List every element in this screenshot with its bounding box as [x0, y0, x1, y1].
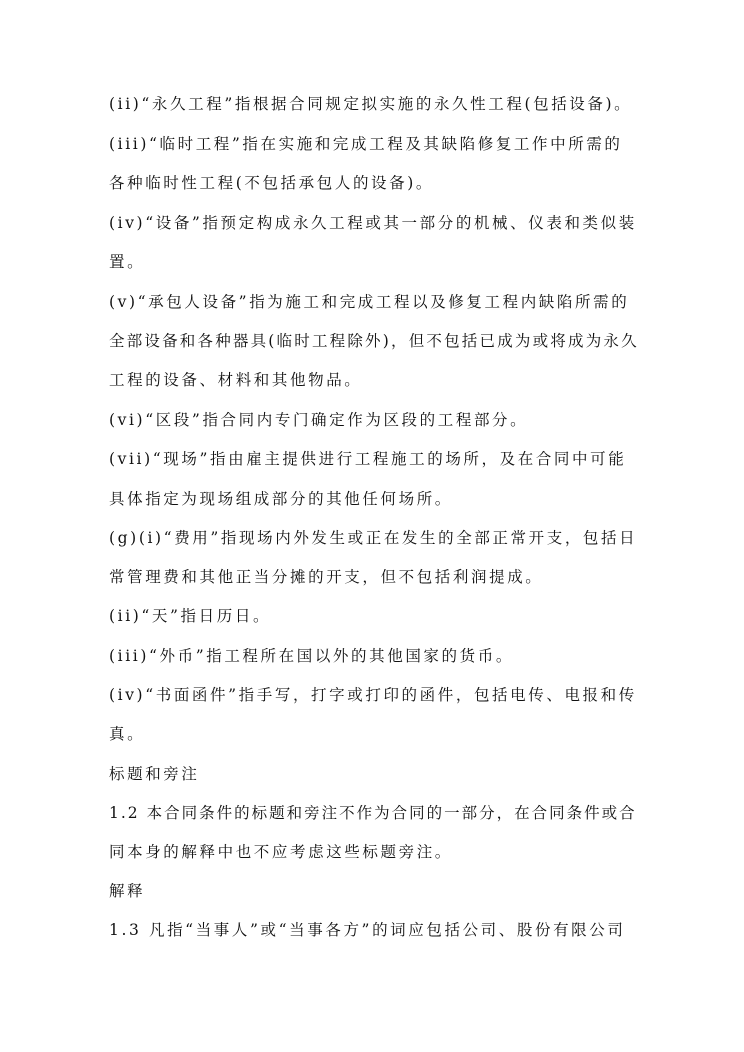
text-line-1-3: 1.3 凡指“当事人”或“当事各方”的词应包括公司、股份有限公司 [109, 921, 626, 939]
text-line-v-contractors-equipment-cont1: 全部设备和各种器具(临时工程除外)，但不包括已成为或将成为永久 [109, 332, 639, 350]
text-line-iii-temporary-works: (iii)“临时工程”指在实施和完成工程及其缺陷修复工作中所需的 [109, 135, 623, 153]
text-line-iii-temporary-works-cont: 各种临时性工程(不包括承包人的设备)。 [109, 174, 434, 192]
text-line-1-2: 1.2 本合同条件的标题和旁注不作为合同的一部分，在合同条件或合 [109, 804, 637, 822]
text-line-iv-plant: (iv)“设备”指预定构成永久工程或其一部分的机械、仪表和类似装 [109, 214, 637, 232]
text-line-ii-day: (ii)“天”指日历日。 [109, 607, 272, 625]
text-line-v-contractors-equipment: (v)“承包人设备”指为施工和完成工程以及修复工程内缺陷所需的 [109, 293, 630, 311]
text-line-iv-plant-cont: 置。 [109, 253, 146, 271]
text-line-vii-site: (vii)“现场”指由雇主提供进行工程施工的场所，及在合同中可能 [109, 450, 627, 468]
section-heading-interpretation: 解释 [109, 882, 146, 900]
text-line-ii-permanent-works: (ii)“永久工程”指根据合同规定拟实施的永久性工程(包括设备)。 [109, 95, 633, 113]
text-line-g-i-cost: (g)(i)“费用”指现场内外发生或正在发生的全部正常开支，包括日 [109, 529, 638, 547]
text-line-vi-section: (vi)“区段”指合同内专门确定作为区段的工程部分。 [109, 411, 529, 429]
section-heading-headings-marginal-notes: 标题和旁注 [109, 765, 200, 783]
text-line-iii-foreign-currency: (iii)“外币”指工程所在国以外的其他国家的货币。 [109, 647, 514, 665]
text-line-iv-written: (iv)“书面函件”指手写，打字或打印的函件，包括电传、电报和传 [109, 686, 637, 704]
text-line-vii-site-cont: 具体指定为现场组成部分的其他任何场所。 [109, 490, 453, 508]
text-line-g-i-cost-cont: 常管理费和其他正当分摊的开支，但不包括利润提成。 [109, 568, 544, 586]
text-line-iv-written-cont: 真。 [109, 725, 146, 743]
text-line-1-2-cont: 同本身的解释中也不应考虑这些标题旁注。 [109, 843, 453, 861]
text-line-v-contractors-equipment-cont2: 工程的设备、材料和其他物品。 [109, 371, 363, 389]
